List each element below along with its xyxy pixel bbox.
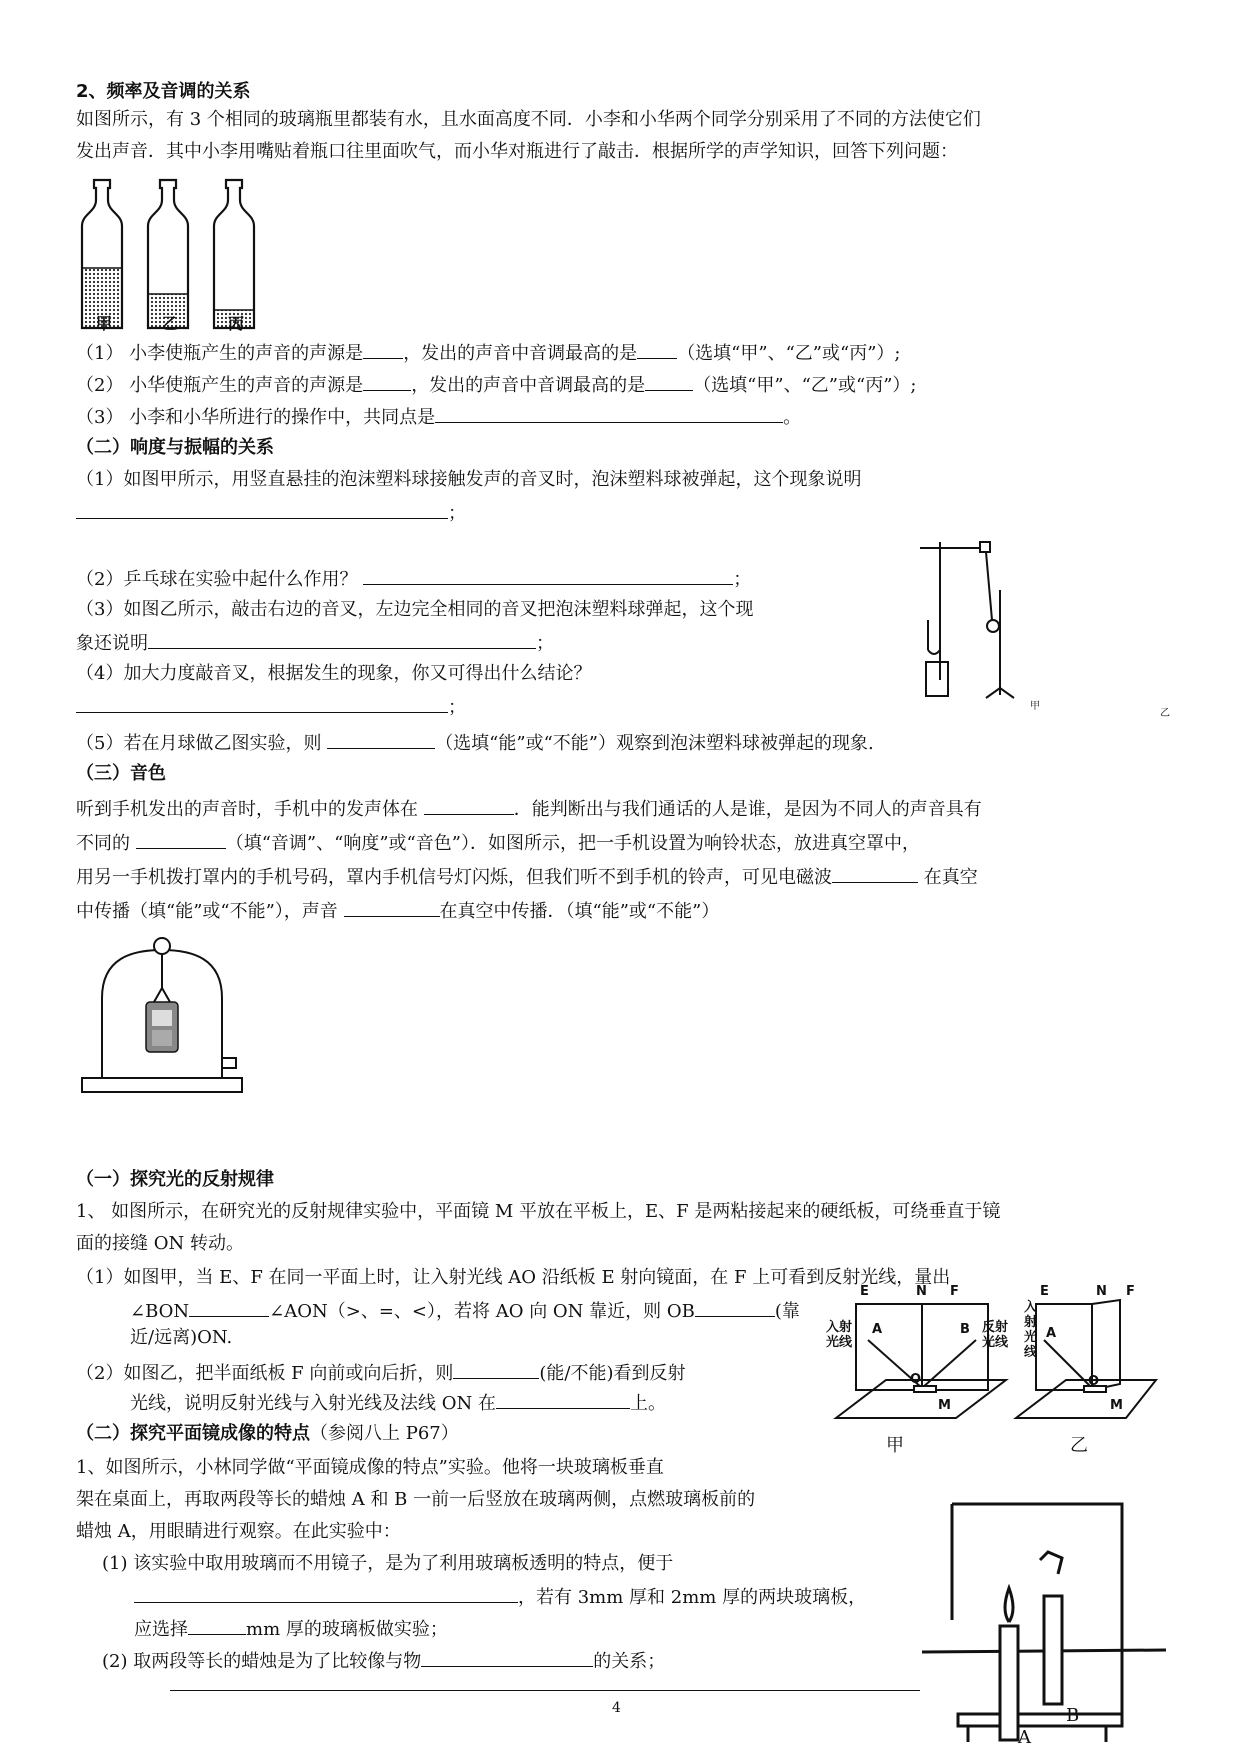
figure-caption-yi: 乙 [1070,1435,1088,1456]
answer-blank[interactable] [189,1298,269,1317]
fig-label-M: M [938,1398,951,1413]
answer-blank[interactable] [496,1390,630,1409]
answer-blank[interactable] [188,1616,246,1635]
fig-label-reflected: 反射光线 [982,1320,1009,1350]
question-5: （5）若在月球做乙图实验，则 （选填“能”或“不能”）观察到泡沫塑料球被弹起的现象. [76,730,874,756]
answer-blank[interactable] [363,566,733,585]
paragraph: 如图所示，有 3 个相同的玻璃瓶里都装有水，且水面高度不同．小李和小华两个同学分别采用了不同的方法使它们 [76,109,981,130]
question-3-cont: 象还说明 ； [76,630,554,656]
question-2: （2）乒乓球在实验中起什么作用？ ； [76,566,751,592]
answer-line: ； [76,694,466,720]
paragraph: 听到手机发出的声音时，手机中的发声体在 ．能判断出与我们通话的人是谁，是因为不同人的声音具有 [76,796,982,822]
fig-label-candle-B: B [1066,1705,1080,1726]
question-1-cont: ，若有 3mm 厚和 2mm 厚的两块玻璃板， [134,1584,866,1610]
question-1-cont: 近/远离)ON. [130,1327,233,1348]
answer-blank[interactable] [363,372,411,391]
figure-label-jia: 甲 [1030,701,1040,712]
answer-blank[interactable] [435,404,783,423]
question-2: (2) 取两段等长的蜡烛是为了比较像与物 的关系； [102,1648,665,1674]
paragraph: 用另一手机拨打罩内的手机号码，罩内手机信号灯闪烁，但我们听不到手机的铃声，可见电磁波 在真空 [76,864,978,890]
bottle-yi [148,180,188,328]
bottle-label-yi: 乙 [162,314,179,333]
fig-label-O: O [910,1372,922,1387]
paragraph: 不同的 （填“音调”、“响度”或“音色”）．如图所示，把一手机设置为响铃状态，放进真空罩中， [76,830,920,856]
fig-label-B: B [960,1322,970,1337]
answer-blank[interactable] [148,630,536,649]
answer-blank[interactable] [637,340,677,359]
question-3: （3） 小李和小华所进行的操作中，共同点是 。 [76,404,801,430]
fig-label-A: A [1046,1326,1057,1341]
section-title-timbre: （三）音色 [76,763,166,784]
question-4: （4）加大力度敲音叉，根据发生的现象，你又可得出什么结论？ [76,663,592,684]
paragraph: 蜡烛 A，用眼睛进行观察。在此实验中： [76,1521,401,1542]
answer-blank[interactable] [76,694,448,713]
question-2: （2）如图乙，把半面纸板 F 向前或向后折，则 (能/不能)看到反射 [76,1360,686,1386]
bottle-bing [214,180,254,328]
tuning-fork-figure [900,530,1200,720]
question-3: （3）如图乙所示，敲击右边的音叉，左边完全相同的音叉把泡沫塑料球弹起，这个现 [76,599,754,620]
question-2: （2） 小华使瓶产生的声音的声源是 ，发出的声音中音调最高的是 （选填“甲”、“乙”或“丙”）; [76,372,916,398]
question-1-cont: ∠BON ∠AON（>、=、<），若将 AO 向 ON 靠近，则 OB (靠 [130,1298,800,1324]
answer-blank[interactable] [344,898,440,917]
figure-label-yi: 乙 [1160,708,1170,719]
fig-label-M: M [1110,1398,1123,1413]
paragraph: 发出声音．其中小李用嘴贴着瓶口往里面吹气，而小华对瓶进行了敲击．根据所学的声学知识，回答下列问题： [76,141,958,162]
section-title-loudness: （二）响度与振幅的关系 [76,437,274,458]
bottle-label-bing: 丙 [228,314,245,333]
answer-blank[interactable] [424,796,514,815]
question-2-cont: 光线，说明反射光线与入射光线及法线 ON 在 上。 [130,1390,666,1416]
answer-blank[interactable] [645,372,693,391]
paragraph: 1、 如图所示，在研究光的反射规律实验中，平面镜 M 平放在平板上，E、F 是两粘接起来的硬纸板，可绕垂直于镜 [76,1201,1001,1222]
answer-blank[interactable] [134,1584,518,1603]
answer-blank[interactable] [136,830,226,849]
fig-label-F: F [950,1284,959,1299]
fig-label-incident: 入射光线 [826,1320,853,1350]
fig-label-N: N [916,1284,927,1299]
answer-blank[interactable] [363,340,403,359]
fig-label-E: E [860,1284,869,1299]
section-title-mirror: （二）探究平面镜成像的特点（参阅八上 P67） [76,1423,459,1444]
bottles-figure [80,180,260,330]
question-1-cont: 应选择 mm 厚的玻璃板做实验； [134,1616,448,1642]
question-1: （1） 小李使瓶产生的声音的声源是 ，发出的声音中音调最高的是 （选填“甲”、“乙”或“丙”）; [76,340,900,366]
fig-label-E: E [1040,1284,1049,1299]
paragraph: 面的接缝 ON 转动。 [76,1233,244,1254]
section-title-reflection: （一）探究光的反射规律 [76,1169,274,1190]
fig-label-O: O [1088,1374,1100,1389]
answer-blank[interactable] [832,864,918,883]
fig-label-F: F [1126,1284,1135,1299]
paragraph: 1、如图所示，小林同学做“平面镜成像的特点”实验。他将一块玻璃板垂直 [76,1457,664,1478]
page-number: 4 [612,1700,621,1716]
answer-blank[interactable] [421,1648,593,1667]
figure-caption-jia: 甲 [886,1435,904,1456]
fig-label-N: N [1096,1284,1107,1299]
question-1: （1）如图甲，当 E、F 在同一平面上时，让入射光线 AO 沿纸板 E 射向镜面，在 F 上可看到反射光线，量出 [76,1267,951,1288]
question-1: （1）如图甲所示，用竖直悬挂的泡沫塑料球接触发声的音叉时，泡沫塑料球被弹起，这个现象说明 [76,469,862,490]
fig-label-incident: 入射光线 [1024,1300,1038,1360]
mirror-candle-figure [920,1500,1170,1750]
section-title-frequency: 2、频率及音调的关系 [76,81,251,102]
reflection-figure [836,1300,1156,1420]
answer-blank[interactable] [453,1360,539,1379]
bottle-jia [82,180,122,328]
fig-label-candle-A: A [1018,1727,1031,1748]
bottle-label-jia: 甲 [96,314,113,333]
answer-line: ； [76,500,466,526]
answer-blank[interactable] [327,730,435,749]
answer-blank[interactable] [76,500,448,519]
answer-blank[interactable] [695,1298,775,1317]
vacuum-bell-jar-figure [82,928,242,1098]
paragraph: 架在桌面上，再取两段等长的蜡烛 A 和 B 一前一后竖放在玻璃两侧，点燃玻璃板前的 [76,1489,756,1510]
footer-rule [170,1690,920,1691]
question-1: (1) 该实验中取用玻璃而不用镜子，是为了利用玻璃板透明的特点，便于 [102,1553,674,1574]
paragraph: 中传播（填“能”或“不能”），声音 在真空中传播．（填“能”或“不能”） [76,898,719,924]
fig-label-A: A [872,1322,883,1337]
